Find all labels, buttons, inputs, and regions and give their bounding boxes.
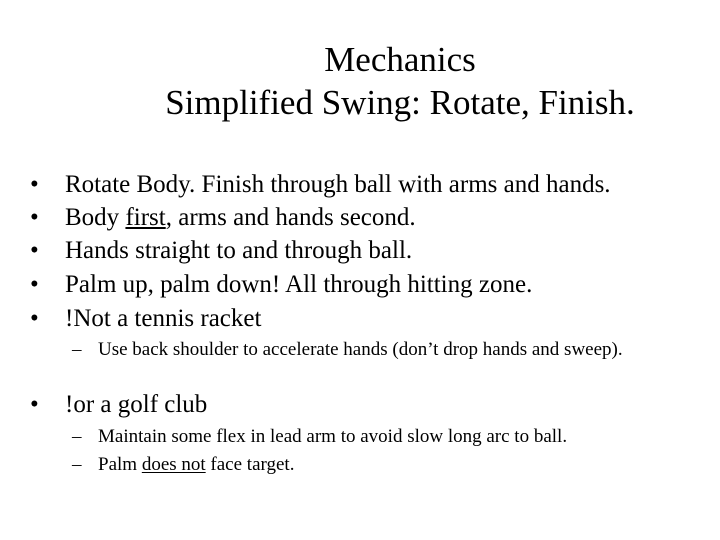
sub-bullet-text: Maintain some flex in lead arm to avoid slow long arc to ball. [98, 426, 568, 447]
bullet-text: !Not a tennis racket [65, 305, 262, 332]
underlined-text: does not [141, 454, 206, 475]
bullet-text [65, 201, 416, 235]
bullet-icon: • [30, 171, 39, 198]
text-segment: Palm [98, 454, 142, 475]
bullet-text: Rotate Body. Finish through ball with arms and hands. [65, 171, 611, 198]
underlined-text: first [125, 204, 166, 231]
bullet-text: !or a golf club [65, 391, 208, 418]
bullet-text: Hands straight to and through ball. [65, 237, 413, 264]
sub-bullet-text: Use back shoulder to accelerate hands (don’t drop hands and sweep). [98, 339, 623, 360]
dash-icon: – [72, 339, 82, 360]
bullet-icon: • [30, 204, 39, 231]
title-line-2: Simplified Swing: Rotate, Finish. [165, 83, 635, 122]
text-segment: face target. [205, 454, 295, 475]
bullet-icon: • [30, 237, 39, 264]
sub-bullet-text [98, 454, 698, 476]
text-segment: , arms and hands second. [165, 204, 416, 231]
bullet-icon: • [30, 305, 39, 332]
dash-icon: – [72, 454, 82, 475]
dash-icon: – [72, 426, 82, 447]
bullet-icon: • [30, 271, 39, 298]
bullet-icon: • [30, 391, 39, 418]
title-line-1: Mechanics [324, 40, 476, 79]
text-segment: Body [65, 204, 126, 231]
bullet-text: Palm up, palm down! All through hitting zone. [65, 271, 533, 298]
